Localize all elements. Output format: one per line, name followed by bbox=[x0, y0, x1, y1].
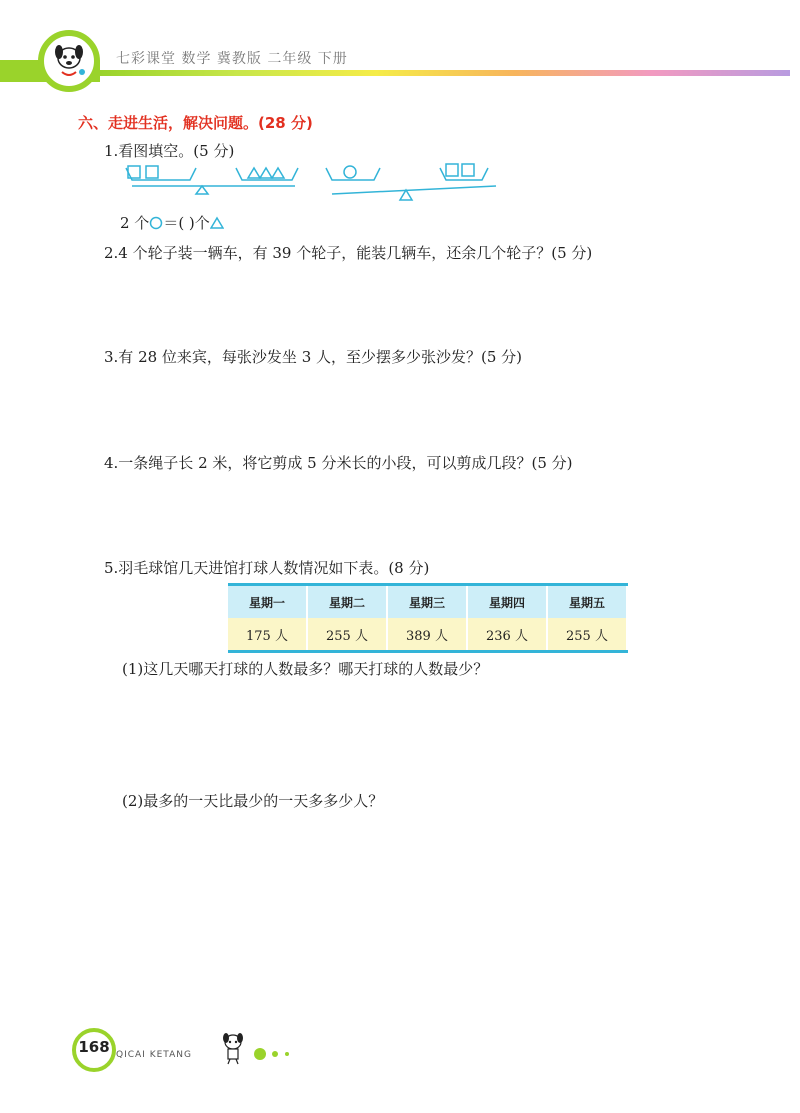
balance-scale-right bbox=[326, 164, 496, 200]
table-cell: 255 人 bbox=[547, 618, 627, 652]
question-4: 4.一条绳子长 2 米，将它剪成 5 分米长的小段，可以剪成几段？(5 分) bbox=[104, 454, 573, 472]
cartoon-dog-icon bbox=[218, 1030, 248, 1066]
circle-icon bbox=[149, 216, 163, 230]
balance-scale-figure bbox=[120, 160, 520, 206]
table-cell: 255 人 bbox=[307, 618, 387, 652]
header-logo bbox=[38, 30, 100, 92]
table-row bbox=[228, 618, 627, 652]
question-2: 2.4 个轮子装一辆车，有 39 个轮子，能装几辆车，还余几个轮子？(5 分) bbox=[104, 244, 593, 262]
table-cell: 236 人 bbox=[467, 618, 547, 652]
footer-brand: QICAI KETANG bbox=[116, 1050, 192, 1060]
table-header-cell: 星期四 bbox=[467, 585, 547, 619]
question-5-sub-1: (1)这几天哪天打球的人数最多？哪天打球的人数最少？ bbox=[122, 660, 489, 678]
footer-dot-large bbox=[254, 1048, 266, 1060]
page-number: 168 bbox=[78, 1038, 110, 1056]
header-title: 七彩课堂 数学 冀教版 二年级 下册 bbox=[116, 51, 348, 67]
section-heading: 六、走进生活，解决问题。(28 分) bbox=[78, 114, 313, 132]
header-rainbow-line bbox=[100, 70, 790, 76]
table-header-row bbox=[228, 585, 627, 619]
answer-prefix: 2 个 bbox=[120, 214, 150, 232]
cartoon-dog-icon bbox=[44, 36, 94, 86]
table-header-cell: 星期五 bbox=[547, 585, 627, 619]
question-1: 1.看图填空。(5 分) bbox=[104, 142, 235, 160]
table-cell: 389 人 bbox=[387, 618, 467, 652]
footer-dot-medium bbox=[272, 1051, 278, 1057]
question-1-answer bbox=[120, 212, 224, 233]
question-5: 5.羽毛球馆几天进馆打球人数情况如下表。(8 分) bbox=[104, 559, 430, 577]
visitor-table bbox=[228, 583, 628, 653]
table-header-cell: 星期三 bbox=[387, 585, 467, 619]
question-5-sub-2: (2)最多的一天比最少的一天多多少人？ bbox=[122, 792, 384, 810]
table-header-cell: 星期一 bbox=[228, 585, 307, 619]
answer-mid: ＝( )个 bbox=[163, 214, 210, 232]
triangle-icon bbox=[210, 216, 224, 230]
balance-scale-left bbox=[126, 166, 298, 194]
question-3: 3.有 28 位来宾，每张沙发坐 3 人，至少摆多少张沙发？(5 分) bbox=[104, 348, 523, 366]
table-cell: 175 人 bbox=[228, 618, 307, 652]
table-header-cell: 星期二 bbox=[307, 585, 387, 619]
footer-dot-small bbox=[285, 1052, 289, 1056]
